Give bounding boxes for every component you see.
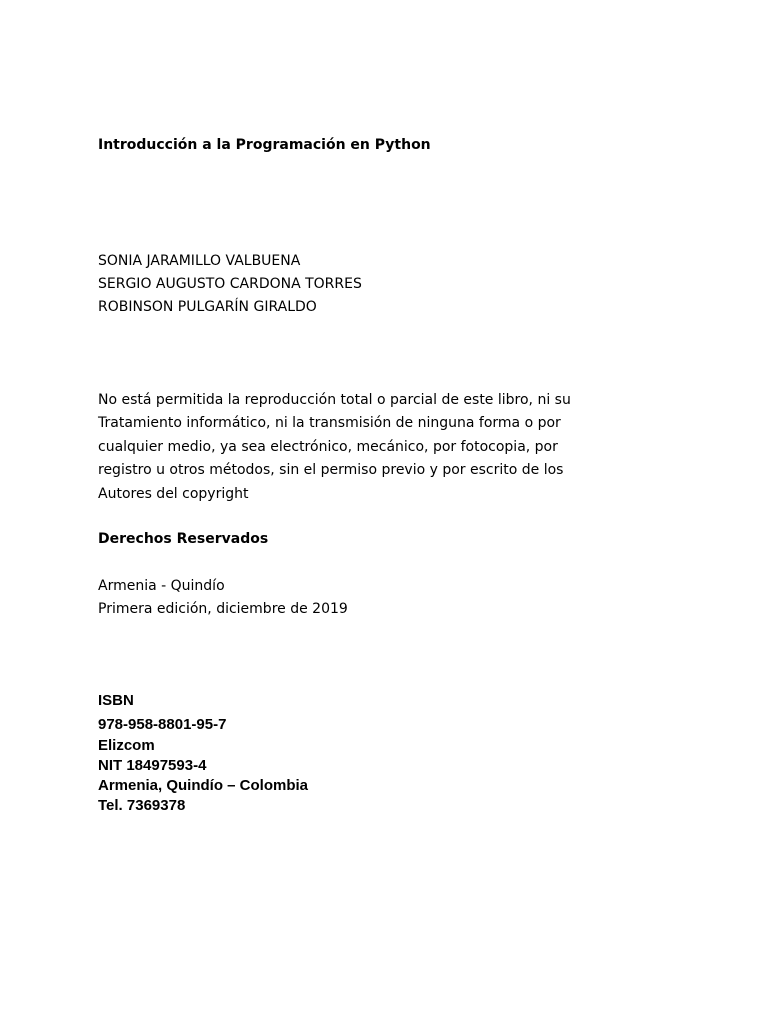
- location: Armenia - Quindío: [98, 578, 225, 594]
- copyright-line-4: registro u otros métodos, sin el permiso previo y por escrito de los: [98, 462, 564, 479]
- isbn-label: ISBN: [98, 692, 134, 709]
- author-1: SONIA JARAMILLO VALBUENA: [98, 253, 301, 269]
- book-title: Introducción a la Programación en Python: [98, 137, 431, 153]
- publisher-name: Elizcom: [98, 737, 155, 754]
- copyright-line-1: No está permitida la reproducción total o parcial de este libro, ni su: [98, 392, 571, 408]
- author-3: ROBINSON PULGARÍN GIRALDO: [98, 299, 317, 315]
- copyright-notice: [98, 389, 571, 506]
- publisher-phone: Tel. 7369378: [98, 797, 186, 814]
- publisher-nit: NIT 18497593-4: [98, 757, 207, 774]
- isbn-number: 978-958-8801-95-7: [98, 716, 227, 733]
- copyright-line-3: cualquier medio, ya sea electrónico, mecánico, por fotocopia, por: [98, 438, 558, 455]
- copyright-line-5: Autores del copyright: [98, 485, 249, 502]
- publisher-address: Armenia, Quindío – Colombia: [98, 777, 309, 794]
- imprint-block: [98, 692, 308, 817]
- rights-heading: Derechos Reservados: [98, 531, 269, 547]
- author-2: SERGIO AUGUSTO CARDONA TORRES: [98, 276, 362, 292]
- copyright-line-2: Tratamiento informático, ni la transmisión de ninguna forma o por: [98, 415, 561, 432]
- edition: Primera edición, diciembre de 2019: [98, 601, 348, 617]
